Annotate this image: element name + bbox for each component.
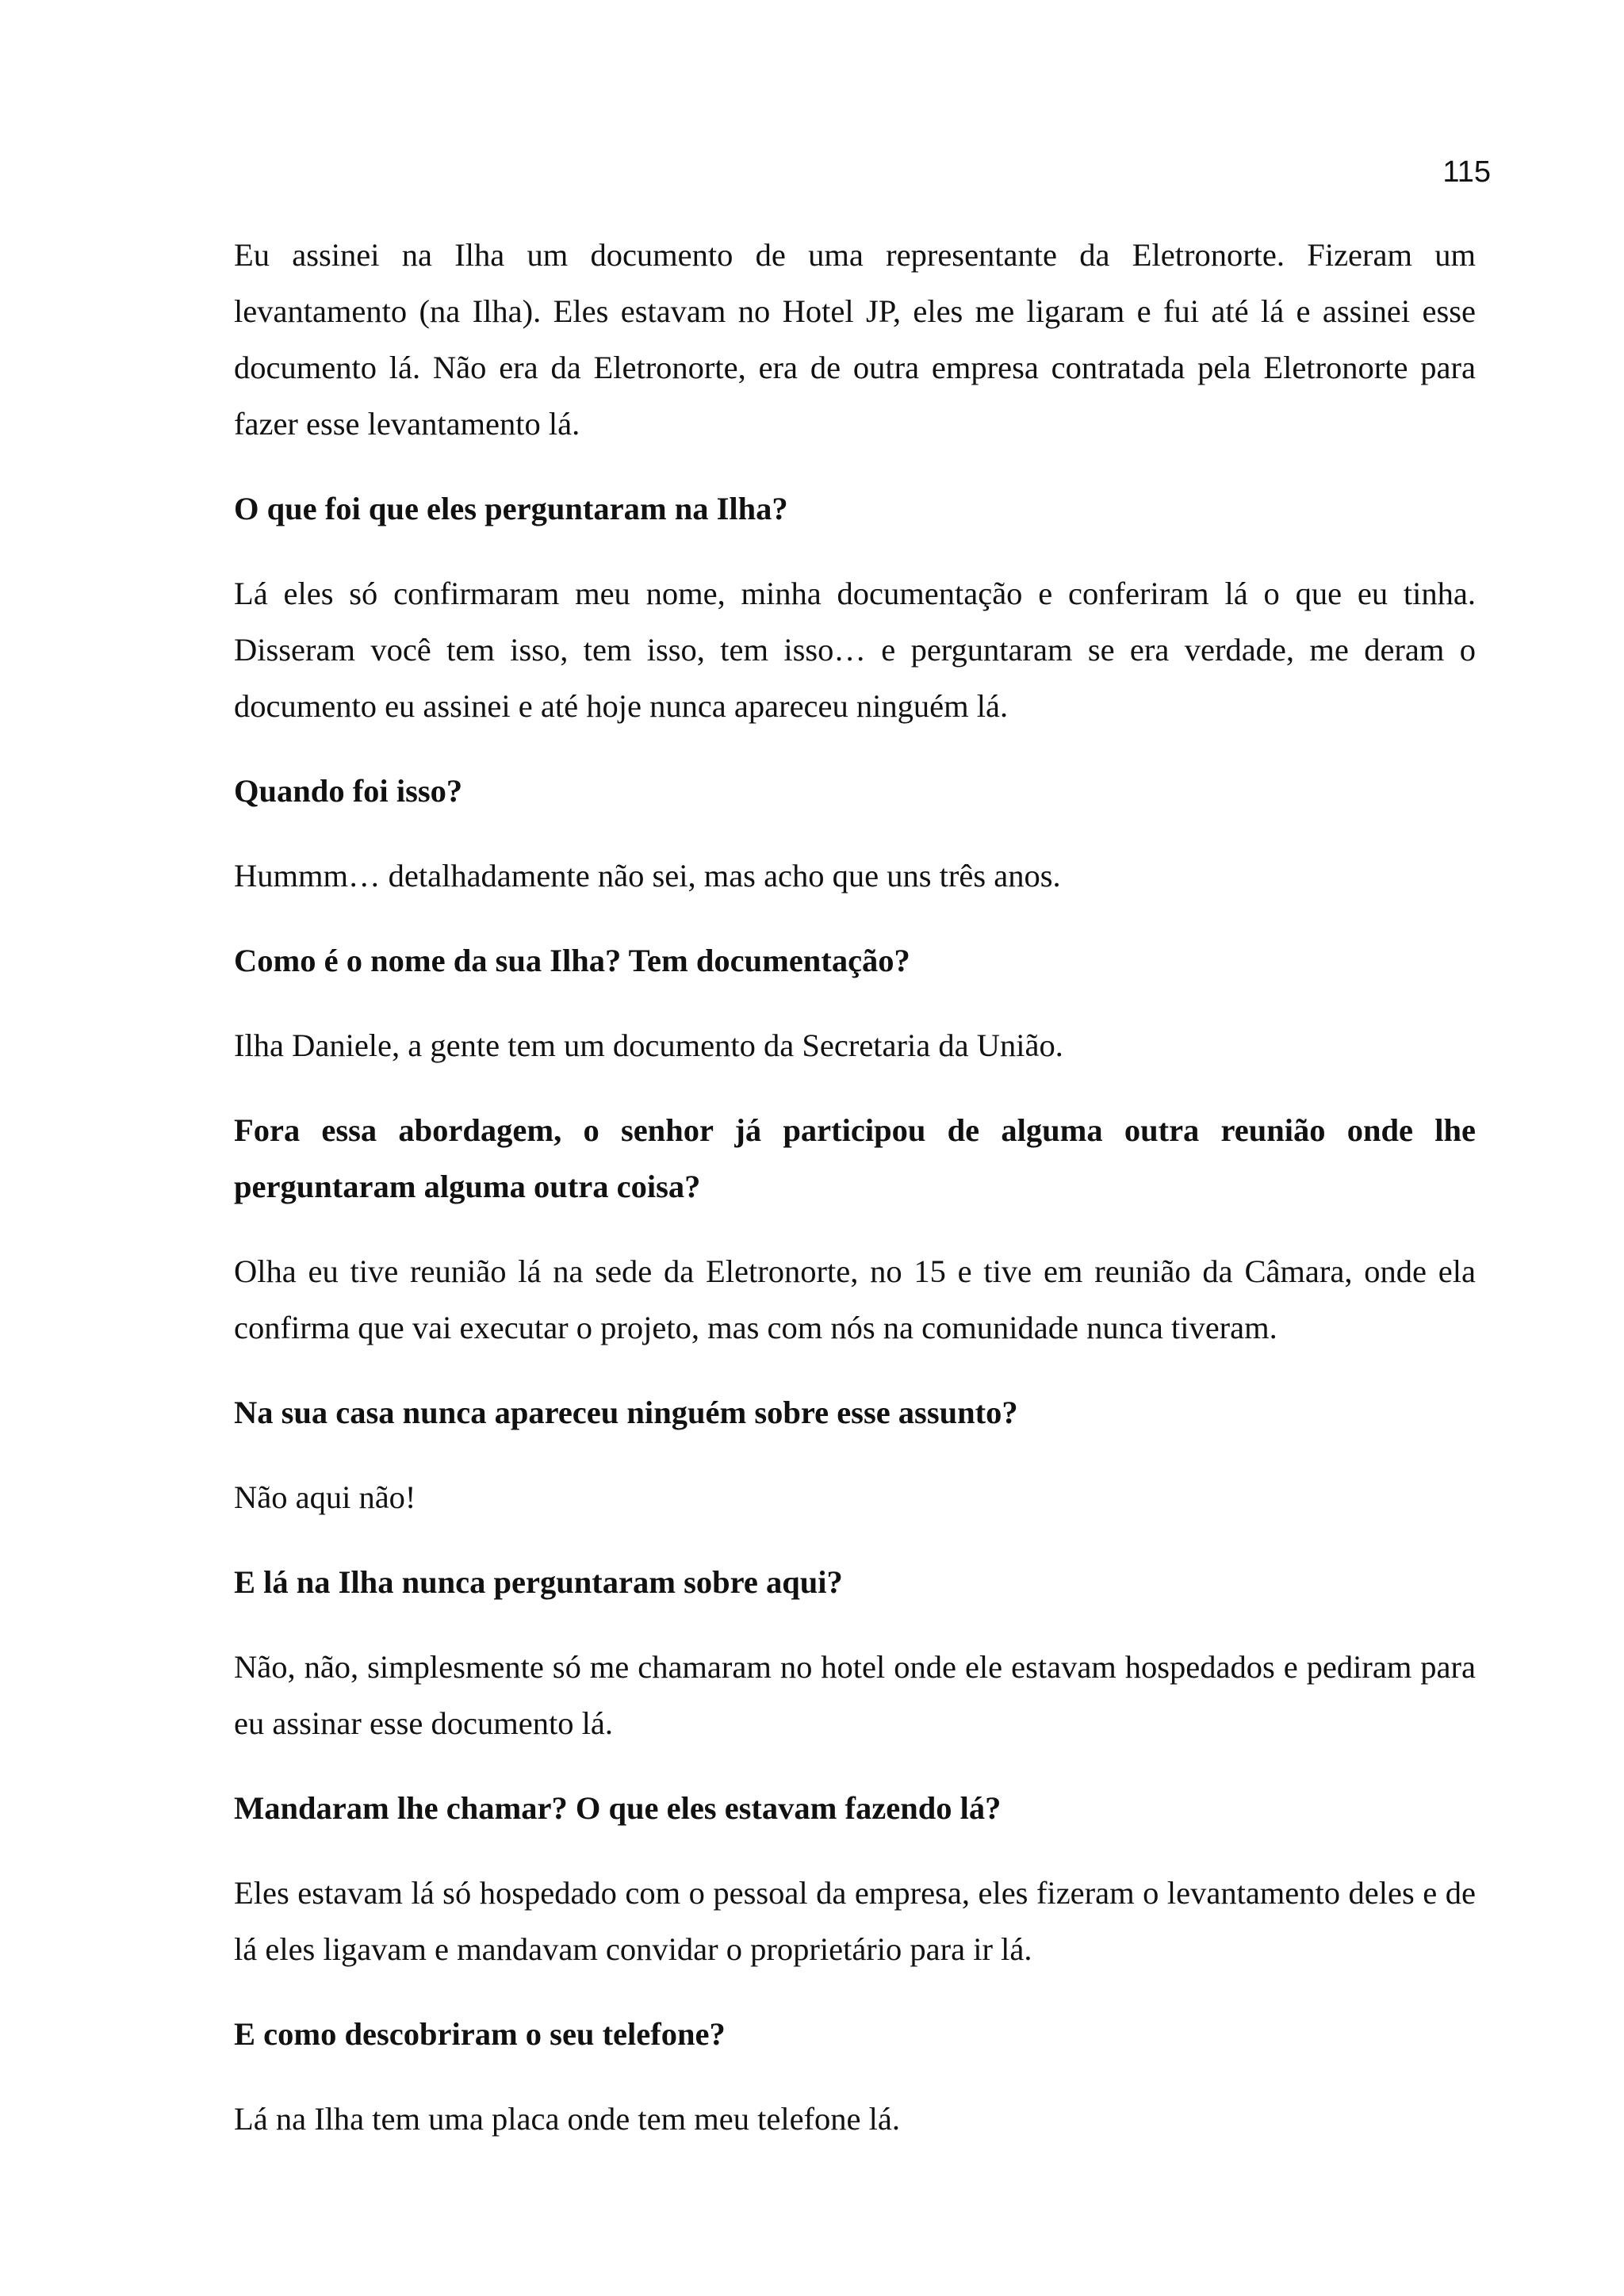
- question-paragraph: E como descobriram o seu telefone?: [234, 2016, 726, 2052]
- answer-paragraph: Hummm… detalhadamente não sei, mas acho que uns três anos.: [234, 858, 1061, 894]
- question-paragraph: Na sua casa nunca apareceu ninguém sobre esse assunto?: [234, 1395, 1018, 1430]
- interview-transcript: [234, 227, 1476, 2175]
- answer-paragraph: Ilha Daniele, a gente tem um documento da Secretaria da União.: [234, 1027, 1063, 1063]
- question-paragraph: Quando foi isso?: [234, 773, 463, 809]
- page-number: 115: [1442, 155, 1491, 189]
- answer-paragraph: Lá eles só confirmaram meu nome, minha documentação e conferiram lá o que eu tinha. Disseram você tem isso, tem isso, tem isso… e perguntaram se era verdade, me deram o documento eu assinei e até hoje nunca apareceu ninguém lá.: [234, 576, 1476, 724]
- question-paragraph: Como é o nome da sua Ilha? Tem documentação?: [234, 943, 910, 978]
- question-paragraph: O que foi que eles perguntaram na Ilha?: [234, 491, 788, 526]
- answer-paragraph: Não, não, simplesmente só me chamaram no hotel onde ele estavam hospedados e pediram para eu assinar esse documento lá.: [234, 1649, 1476, 1741]
- question-paragraph: Mandaram lhe chamar? O que eles estavam fazendo lá?: [234, 1790, 1002, 1826]
- answer-paragraph: Olha eu tive reunião lá na sede da Eletronorte, no 15 e tive em reunião da Câmara, onde ela confirma que vai executar o projeto, mas com nós na comunidade nunca tiveram.: [234, 1253, 1476, 1345]
- answer-paragraph: Eles estavam lá só hospedado com o pessoal da empresa, eles fizeram o levantamento deles e de lá eles ligavam e mandavam convidar o proprietário para ir lá.: [234, 1875, 1476, 1967]
- question-paragraph: E lá na Ilha nunca perguntaram sobre aqui?: [234, 1564, 843, 1600]
- answer-paragraph: Lá na Ilha tem uma placa onde tem meu telefone lá.: [234, 2101, 900, 2137]
- answer-paragraph: Não aqui não!: [234, 1479, 416, 1515]
- answer-paragraph: Eu assinei na Ilha um documento de uma representante da Eletronorte. Fizeram um levantamento (na Ilha). Eles estavam no Hotel JP, eles me ligaram e fui até lá e assinei esse documento lá. Não era da Eletronorte, era de outra empresa contratada pela Eletronorte para fazer esse levantamento lá.: [234, 237, 1476, 442]
- question-paragraph: Fora essa abordagem, o senhor já participou de alguma outra reunião onde lhe perguntaram alguma outra coisa?: [234, 1112, 1476, 1204]
